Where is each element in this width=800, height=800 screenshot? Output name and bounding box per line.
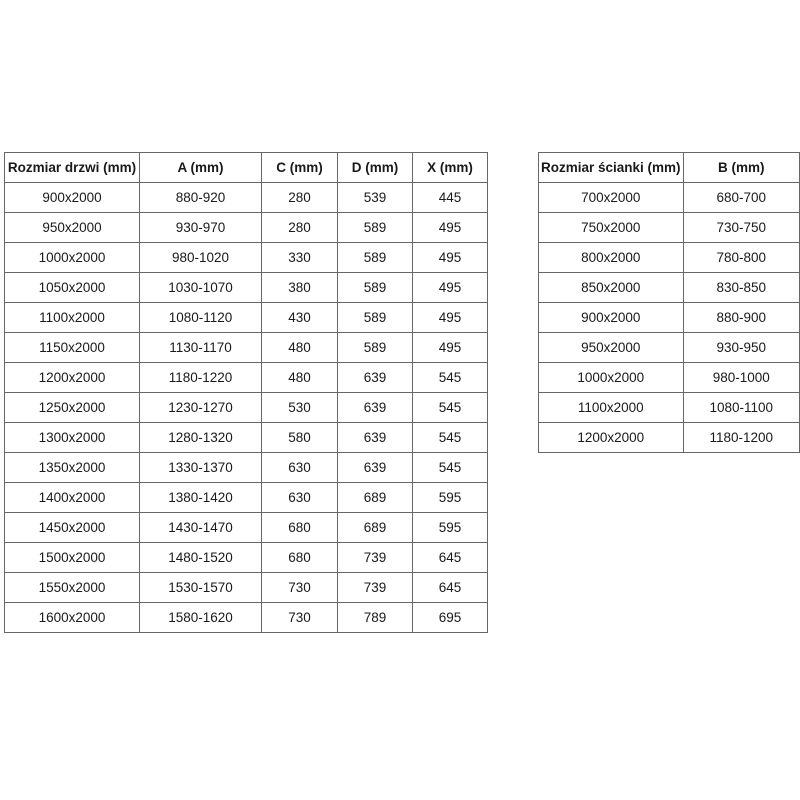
table-cell: 1200x2000	[539, 423, 684, 453]
table-row	[5, 243, 488, 273]
table-row	[539, 423, 800, 453]
table-cell: 1530-1570	[140, 573, 262, 603]
table-row	[539, 333, 800, 363]
column-header: X (mm)	[413, 153, 488, 183]
table-cell: 495	[413, 243, 488, 273]
table-cell: 1050x2000	[5, 273, 140, 303]
table-cell: 730	[262, 573, 338, 603]
table-cell: 1280-1320	[140, 423, 262, 453]
table-row	[539, 393, 800, 423]
table-cell: 1100x2000	[539, 393, 684, 423]
table-cell: 700x2000	[539, 183, 684, 213]
table-row	[5, 303, 488, 333]
table-cell: 1000x2000	[539, 363, 684, 393]
table-cell: 539	[338, 183, 413, 213]
column-header: C (mm)	[262, 153, 338, 183]
table-cell: 950x2000	[539, 333, 684, 363]
doors-header-row	[5, 153, 488, 183]
table-cell: 930-970	[140, 213, 262, 243]
table-cell: 445	[413, 183, 488, 213]
table-cell: 1330-1370	[140, 453, 262, 483]
table-row	[5, 273, 488, 303]
table-cell: 1250x2000	[5, 393, 140, 423]
table-cell: 1450x2000	[5, 513, 140, 543]
table-cell: 495	[413, 273, 488, 303]
table-row	[539, 363, 800, 393]
table-cell: 1600x2000	[5, 603, 140, 633]
table-cell: 1180-1200	[683, 423, 799, 453]
table-row	[5, 573, 488, 603]
table-cell: 1400x2000	[5, 483, 140, 513]
table-cell: 595	[413, 513, 488, 543]
table-cell: 750x2000	[539, 213, 684, 243]
table-cell: 545	[413, 423, 488, 453]
table-row	[5, 543, 488, 573]
table-cell: 1150x2000	[5, 333, 140, 363]
table-cell: 589	[338, 333, 413, 363]
table-cell: 680	[262, 513, 338, 543]
table-cell: 780-800	[683, 243, 799, 273]
table-cell: 1030-1070	[140, 273, 262, 303]
table-cell: 589	[338, 213, 413, 243]
table-cell: 930-950	[683, 333, 799, 363]
table-row	[539, 183, 800, 213]
table-cell: 589	[338, 243, 413, 273]
table-row	[5, 363, 488, 393]
walls-header-row	[539, 153, 800, 183]
table-cell: 1080-1120	[140, 303, 262, 333]
table-cell: 1180-1220	[140, 363, 262, 393]
table-cell: 1130-1170	[140, 333, 262, 363]
table-cell: 630	[262, 483, 338, 513]
table-row	[5, 483, 488, 513]
table-cell: 739	[338, 543, 413, 573]
table-row	[539, 243, 800, 273]
table-cell: 830-850	[683, 273, 799, 303]
table-cell: 1000x2000	[5, 243, 140, 273]
table-cell: 545	[413, 363, 488, 393]
table-cell: 1100x2000	[5, 303, 140, 333]
table-cell: 639	[338, 453, 413, 483]
table-cell: 1080-1100	[683, 393, 799, 423]
table-row	[5, 393, 488, 423]
table-cell: 645	[413, 543, 488, 573]
table-cell: 530	[262, 393, 338, 423]
table-cell: 689	[338, 483, 413, 513]
column-header: A (mm)	[140, 153, 262, 183]
table-cell: 639	[338, 393, 413, 423]
table-cell: 630	[262, 453, 338, 483]
table-cell: 580	[262, 423, 338, 453]
table-cell: 495	[413, 333, 488, 363]
table-cell: 789	[338, 603, 413, 633]
table-cell: 1380-1420	[140, 483, 262, 513]
column-header: D (mm)	[338, 153, 413, 183]
table-cell: 900x2000	[5, 183, 140, 213]
table-cell: 900x2000	[539, 303, 684, 333]
table-cell: 495	[413, 213, 488, 243]
table-row	[5, 213, 488, 243]
table-cell: 1350x2000	[5, 453, 140, 483]
table-cell: 645	[413, 573, 488, 603]
table-cell: 545	[413, 453, 488, 483]
table-cell: 880-900	[683, 303, 799, 333]
table-row	[5, 603, 488, 633]
table-cell: 730	[262, 603, 338, 633]
column-header: B (mm)	[683, 153, 799, 183]
table-cell: 1200x2000	[5, 363, 140, 393]
table-cell: 695	[413, 603, 488, 633]
table-cell: 639	[338, 363, 413, 393]
table-cell: 430	[262, 303, 338, 333]
table-cell: 980-1020	[140, 243, 262, 273]
doors-spec-table	[4, 152, 488, 633]
table-cell: 850x2000	[539, 273, 684, 303]
table-row	[5, 423, 488, 453]
walls-spec-table	[538, 152, 800, 453]
table-cell: 680	[262, 543, 338, 573]
table-cell: 1430-1470	[140, 513, 262, 543]
table-row	[5, 513, 488, 543]
table-row	[5, 183, 488, 213]
table-row	[539, 213, 800, 243]
walls-table-body	[539, 183, 800, 453]
table-cell: 595	[413, 483, 488, 513]
table-cell: 730-750	[683, 213, 799, 243]
table-cell: 1550x2000	[5, 573, 140, 603]
table-cell: 589	[338, 303, 413, 333]
table-cell: 739	[338, 573, 413, 603]
table-cell: 380	[262, 273, 338, 303]
table-cell: 950x2000	[5, 213, 140, 243]
table-cell: 980-1000	[683, 363, 799, 393]
column-header: Rozmiar drzwi (mm)	[5, 153, 140, 183]
table-cell: 480	[262, 333, 338, 363]
table-cell: 639	[338, 423, 413, 453]
column-header: Rozmiar ścianki (mm)	[539, 153, 684, 183]
table-cell: 800x2000	[539, 243, 684, 273]
table-cell: 680-700	[683, 183, 799, 213]
table-cell: 1480-1520	[140, 543, 262, 573]
table-cell: 1500x2000	[5, 543, 140, 573]
doors-table-body	[5, 183, 488, 633]
table-row	[539, 303, 800, 333]
table-cell: 689	[338, 513, 413, 543]
table-cell: 480	[262, 363, 338, 393]
table-row	[539, 273, 800, 303]
table-cell: 1230-1270	[140, 393, 262, 423]
table-cell: 545	[413, 393, 488, 423]
table-row	[5, 333, 488, 363]
table-cell: 280	[262, 213, 338, 243]
table-cell: 330	[262, 243, 338, 273]
table-cell: 1300x2000	[5, 423, 140, 453]
table-cell: 1580-1620	[140, 603, 262, 633]
table-cell: 280	[262, 183, 338, 213]
table-cell: 495	[413, 303, 488, 333]
table-cell: 589	[338, 273, 413, 303]
table-cell: 880-920	[140, 183, 262, 213]
table-row	[5, 453, 488, 483]
